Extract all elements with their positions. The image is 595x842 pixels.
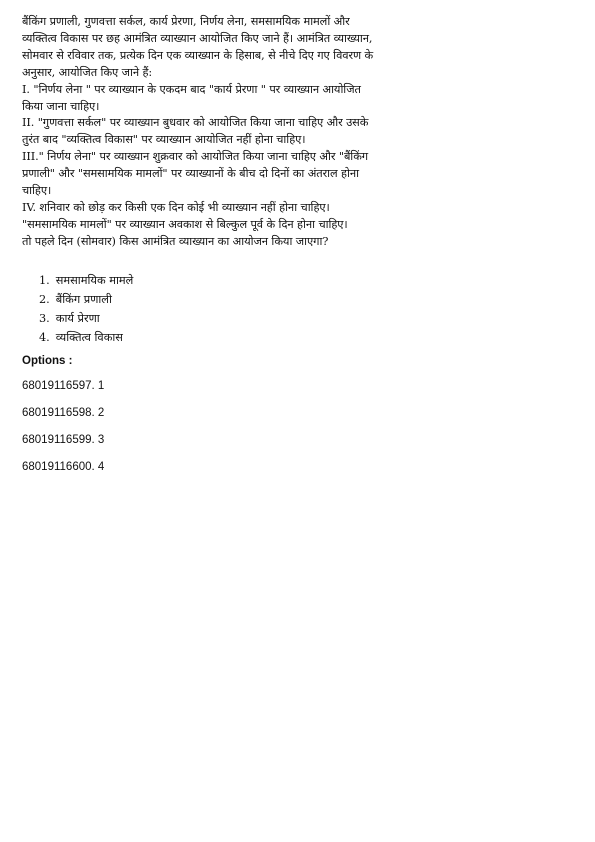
question-line: "समसामयिक मामलों" पर व्याख्यान अवकाश से बिल्कुल पूर्व के दिन होना चाहिए। [22, 217, 348, 231]
question-prompt: तो पहले दिन (सोमवार) किस आमंत्रित व्याख्यान का आयोजन किया जाएगा? [22, 234, 329, 248]
answer-option: 68019116599. 3 [22, 433, 105, 446]
question-line: बैंकिंग प्रणाली, गुणवत्ता सर्कल, कार्य प्रेरणा, निर्णय लेना, समसामयिक मामलों और [22, 15, 350, 28]
question-line: व्यक्तित्व विकास पर छह आमंत्रित व्याख्यान आयोजित किए जाने हैं। आमंत्रित व्याख्यान, [22, 31, 373, 45]
condition-2-line: II. "गुणवत्ता सर्कल" पर व्याख्यान बुधवार को आयोजित किया जाना चाहिए और उसके [22, 116, 369, 130]
question-page [22, 14, 567, 487]
choice-item [39, 271, 567, 290]
choice-number: 2. [39, 292, 50, 306]
choice-item [39, 309, 567, 328]
choice-number: 3. [39, 311, 50, 325]
question-text [22, 14, 567, 251]
choice-text: समसामयिक मामले [55, 273, 134, 287]
choice-text: कार्य प्रेरणा [55, 311, 100, 325]
choice-text: बैंकिंग प्रणाली [55, 292, 112, 306]
choice-number: 1. [39, 273, 50, 287]
options-heading: Options : [22, 354, 73, 367]
condition-1-line: I. "निर्णय लेना " पर व्याख्यान के एकदम बाद "कार्य प्रेरणा " पर व्याख्यान आयोजित [22, 82, 361, 96]
answer-option: 68019116597. 1 [22, 379, 105, 392]
question-line: सोमवार से रविवार तक, प्रत्येक दिन एक व्याख्यान के हिसाब, से नीचे दिए गए विवरण के [22, 48, 374, 62]
choice-text: व्यक्तित्व विकास [55, 330, 123, 344]
question-line: अनुसार, आयोजित किए जाने हैं: [22, 65, 153, 79]
condition-3-line: III." निर्णय लेना" पर व्याख्यान शुक्रवार को आयोजित किया जाना चाहिए और "बैंकिंग [22, 150, 369, 164]
answer-options [22, 379, 567, 487]
choice-list [39, 271, 567, 347]
condition-3-line: प्रणाली" और "समसामयिक मामलों" पर व्याख्यानों के बीच दो दिनों का अंतराल होना [22, 167, 359, 181]
condition-4-line: IV. शनिवार को छोड़ कर किसी एक दिन कोई भी व्याख्यान नहीं होना चाहिए। [22, 200, 330, 214]
choice-item [39, 328, 567, 347]
condition-3-line: चाहिए। [22, 184, 52, 198]
choice-number: 4. [39, 330, 50, 344]
answer-option: 68019116600. 4 [22, 460, 105, 473]
choice-item [39, 290, 567, 309]
answer-option: 68019116598. 2 [22, 406, 105, 419]
condition-1-line: किया जाना चाहिए। [22, 99, 100, 113]
condition-2-line: तुरंत बाद "व्यक्तित्व विकास" पर व्याख्यान आयोजित नहीं होना चाहिए। [22, 133, 306, 147]
